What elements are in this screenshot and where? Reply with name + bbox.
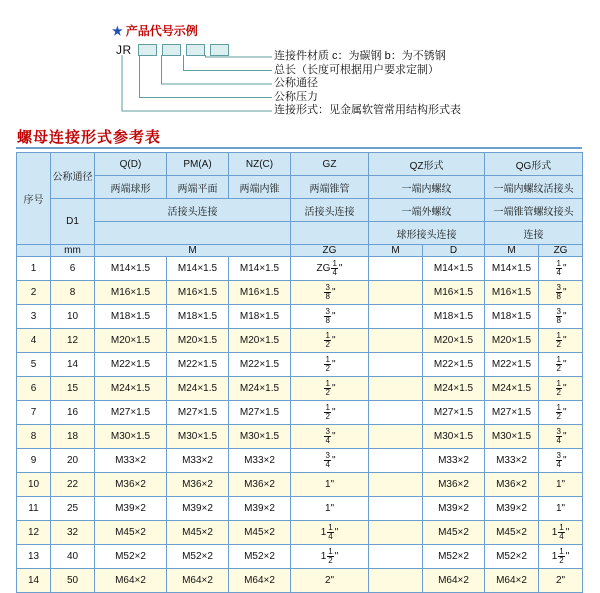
cell-dn: 32: [51, 521, 95, 545]
cell-gz-zg: 1": [291, 497, 369, 521]
table-row: [17, 569, 583, 593]
cell-seq: 14: [17, 569, 51, 593]
header-sub-qg: 一端内螺纹活接头: [485, 176, 583, 199]
cell-nzc-m: M36×2: [229, 473, 291, 497]
cell-qg-m: M39×2: [485, 497, 539, 521]
legend-item-connection-type: 连接形式：见金属软管常用结构形式表: [274, 104, 461, 116]
cell-qg-zg: $\frac{3}{8}$ ": [539, 305, 583, 329]
cell-pma-m: M39×2: [167, 497, 229, 521]
cell-nzc-m: M52×2: [229, 545, 291, 569]
cell-qd-m: M45×2: [95, 521, 167, 545]
cell-qd-m: M24×1.5: [95, 377, 167, 401]
table-row: [17, 425, 583, 449]
table-header: [17, 153, 583, 257]
cell-qz-m: [369, 329, 423, 353]
cell-qz-m: [369, 425, 423, 449]
header-seq: 序号: [17, 153, 51, 245]
header-unit-qz-d: D: [423, 245, 485, 257]
cell-qg-m: M16×1.5: [485, 281, 539, 305]
cell-qz-d: M16×1.5: [423, 281, 485, 305]
table-row: [17, 353, 583, 377]
cell-qg-m: M36×2: [485, 473, 539, 497]
cell-nzc-m: M33×2: [229, 449, 291, 473]
cell-seq: 10: [17, 473, 51, 497]
table-row: [17, 281, 583, 305]
cell-seq: 3: [17, 305, 51, 329]
header-unit-zg: ZG: [291, 245, 369, 257]
cell-qz-d: M64×2: [423, 569, 485, 593]
cell-qz-m: [369, 473, 423, 497]
header-unit-mm: mm: [51, 245, 95, 257]
cell-seq: 7: [17, 401, 51, 425]
cell-pma-m: M52×2: [167, 545, 229, 569]
header-sub-gz: 两端锥管: [291, 176, 369, 199]
header-group-pma: PM(A): [167, 153, 229, 176]
cell-nzc-m: M39×2: [229, 497, 291, 521]
nut-connection-table: [16, 152, 583, 593]
cell-qd-m: M33×2: [95, 449, 167, 473]
cell-gz-zg: $\frac{1}{2}$ ": [291, 353, 369, 377]
cell-dn: 12: [51, 329, 95, 353]
cell-qz-d: M52×2: [423, 545, 485, 569]
cell-nzc-m: M20×1.5: [229, 329, 291, 353]
cell-qz-d: M20×1.5: [423, 329, 485, 353]
cell-qg-m: M24×1.5: [485, 377, 539, 401]
table-row: [17, 545, 583, 569]
cell-dn: 16: [51, 401, 95, 425]
cell-qz-d: M24×1.5: [423, 377, 485, 401]
cell-qg-m: M52×2: [485, 545, 539, 569]
table-row: [17, 377, 583, 401]
legend-item-material: 连接件材质 c：为碳钢 b：为不锈钢: [274, 50, 446, 62]
cell-qz-m: [369, 545, 423, 569]
header-unit-qz-m: M: [369, 245, 423, 257]
table-row: [17, 401, 583, 425]
header-group-gz: GZ: [291, 153, 369, 176]
header-connection: 连接: [485, 222, 583, 245]
cell-qd-m: M52×2: [95, 545, 167, 569]
star-icon: ★: [112, 24, 123, 38]
header-sub-pma: 两端平面: [167, 176, 229, 199]
cell-qg-zg: $\frac{3}{8}$ ": [539, 281, 583, 305]
cell-qg-zg: 1 $\frac{1}{2}$ ": [539, 545, 583, 569]
cell-seq: 12: [17, 521, 51, 545]
cell-pma-m: M14×1.5: [167, 257, 229, 281]
cell-qg-zg: $\frac{3}{4}$ ": [539, 425, 583, 449]
cell-gz-zg: $\frac{3}{8}$ ": [291, 305, 369, 329]
header-ball-joint: 球形接头连接: [369, 222, 485, 245]
header-sub-nzc: 两端内锥: [229, 176, 291, 199]
cell-dn: 50: [51, 569, 95, 593]
cell-qg-m: M45×2: [485, 521, 539, 545]
header-blank-gz: [291, 222, 369, 245]
cell-qz-d: M27×1.5: [423, 401, 485, 425]
cell-gz-zg: ZG $\frac{1}{4}$ ": [291, 257, 369, 281]
table-body: [17, 257, 583, 593]
legend-item-list: [274, 50, 461, 118]
cell-qz-m: [369, 305, 423, 329]
cell-dn: 6: [51, 257, 95, 281]
cell-nzc-m: M30×1.5: [229, 425, 291, 449]
table-row: [17, 329, 583, 353]
cell-qg-zg: 1": [539, 497, 583, 521]
cell-qz-d: M22×1.5: [423, 353, 485, 377]
cell-seq: 13: [17, 545, 51, 569]
cell-pma-m: M16×1.5: [167, 281, 229, 305]
cell-nzc-m: M27×1.5: [229, 401, 291, 425]
legend-title: ★ 产品代号示例: [112, 24, 198, 38]
cell-pma-m: M36×2: [167, 473, 229, 497]
cell-seq: 1: [17, 257, 51, 281]
cell-qz-d: M45×2: [423, 521, 485, 545]
cell-dn: 18: [51, 425, 95, 449]
cell-qz-m: [369, 521, 423, 545]
cell-qg-zg: 1 $\frac{1}{4}$ ": [539, 521, 583, 545]
cell-pma-m: M22×1.5: [167, 353, 229, 377]
cell-qd-m: M39×2: [95, 497, 167, 521]
header-unit-m: M: [95, 245, 291, 257]
cell-seq: 5: [17, 353, 51, 377]
cell-nzc-m: M45×2: [229, 521, 291, 545]
cell-dn: 10: [51, 305, 95, 329]
cell-seq: 9: [17, 449, 51, 473]
cell-pma-m: M20×1.5: [167, 329, 229, 353]
cell-qg-m: M33×2: [485, 449, 539, 473]
cell-qz-m: [369, 497, 423, 521]
header-sub-qz: 一端内螺纹: [369, 176, 485, 199]
cell-qd-m: M20×1.5: [95, 329, 167, 353]
cell-qg-m: M18×1.5: [485, 305, 539, 329]
header-d1: D1: [51, 199, 95, 245]
header-dn: 公称通径: [51, 153, 95, 199]
cell-qd-m: M16×1.5: [95, 281, 167, 305]
header-sub-qd: 两端球形: [95, 176, 167, 199]
cell-qz-d: M39×2: [423, 497, 485, 521]
header-blank-left: [95, 222, 291, 245]
cell-pma-m: M18×1.5: [167, 305, 229, 329]
cell-dn: 22: [51, 473, 95, 497]
table-row: [17, 449, 583, 473]
header-group-qg: QG形式: [485, 153, 583, 176]
cell-gz-zg: $\frac{3}{4}$ ": [291, 425, 369, 449]
product-code-legend: [0, 0, 600, 122]
cell-qg-m: M14×1.5: [485, 257, 539, 281]
code-prefix: JR: [116, 43, 132, 57]
table-row: [17, 497, 583, 521]
cell-gz-zg: 1 $\frac{1}{2}$ ": [291, 545, 369, 569]
header-unit-seq: [17, 245, 51, 257]
cell-qd-m: M18×1.5: [95, 305, 167, 329]
cell-gz-zg: 1": [291, 473, 369, 497]
legend-item-nominal-pressure: 公称压力: [274, 90, 318, 103]
cell-pma-m: M33×2: [167, 449, 229, 473]
cell-gz-zg: $\frac{3}{4}$ ": [291, 449, 369, 473]
cell-qz-m: [369, 281, 423, 305]
header-group-qd: Q(D): [95, 153, 167, 176]
cell-nzc-m: M64×2: [229, 569, 291, 593]
table-row: [17, 473, 583, 497]
cell-qz-m: [369, 569, 423, 593]
cell-dn: 20: [51, 449, 95, 473]
cell-seq: 8: [17, 425, 51, 449]
cell-qg-zg: $\frac{1}{4}$ ": [539, 257, 583, 281]
table-row: [17, 257, 583, 281]
cell-qz-d: M14×1.5: [423, 257, 485, 281]
header-internal-thread: 一端外螺纹: [369, 199, 485, 222]
cell-qz-m: [369, 449, 423, 473]
cell-pma-m: M24×1.5: [167, 377, 229, 401]
cell-dn: 8: [51, 281, 95, 305]
header-taper-pipe-thread: 一端锥管螺纹接头: [485, 199, 583, 222]
cell-qd-m: M64×2: [95, 569, 167, 593]
header-union-connection-gz: 活接头连接: [291, 199, 369, 222]
legend-item-length: 总长（长度可根据用户要求定制）: [274, 63, 439, 76]
cell-qg-m: M22×1.5: [485, 353, 539, 377]
cell-qg-zg: $\frac{3}{4}$ ": [539, 449, 583, 473]
cell-nzc-m: M24×1.5: [229, 377, 291, 401]
cell-dn: 25: [51, 497, 95, 521]
cell-seq: 6: [17, 377, 51, 401]
cell-nzc-m: M14×1.5: [229, 257, 291, 281]
cell-qg-m: M20×1.5: [485, 329, 539, 353]
cell-qg-zg: $\frac{1}{2}$ ": [539, 401, 583, 425]
cell-dn: 15: [51, 377, 95, 401]
cell-gz-zg: $\frac{1}{2}$ ": [291, 401, 369, 425]
cell-qd-m: M27×1.5: [95, 401, 167, 425]
cell-qz-m: [369, 353, 423, 377]
cell-gz-zg: 1 $\frac{1}{4}$ ": [291, 521, 369, 545]
cell-qz-d: M18×1.5: [423, 305, 485, 329]
cell-gz-zg: 2": [291, 569, 369, 593]
table-row: [17, 521, 583, 545]
cell-seq: 4: [17, 329, 51, 353]
cell-gz-zg: $\frac{1}{2}$ ": [291, 377, 369, 401]
cell-qg-zg: $\frac{1}{2}$ ": [539, 329, 583, 353]
cell-qg-m: M27×1.5: [485, 401, 539, 425]
cell-qg-zg: $\frac{1}{2}$ ": [539, 353, 583, 377]
cell-qd-m: M36×2: [95, 473, 167, 497]
legend-item-nominal-diameter: 公称通径: [274, 77, 318, 89]
cell-nzc-m: M16×1.5: [229, 281, 291, 305]
cell-qd-m: M14×1.5: [95, 257, 167, 281]
header-group-qz: QZ形式: [369, 153, 485, 176]
cell-qz-m: [369, 257, 423, 281]
cell-dn: 40: [51, 545, 95, 569]
cell-pma-m: M30×1.5: [167, 425, 229, 449]
cell-qg-m: M64×2: [485, 569, 539, 593]
cell-qz-m: [369, 401, 423, 425]
cell-qg-zg: $\frac{1}{2}$ ": [539, 377, 583, 401]
table-row: [17, 305, 583, 329]
cell-pma-m: M27×1.5: [167, 401, 229, 425]
cell-qz-d: M33×2: [423, 449, 485, 473]
cell-qg-m: M30×1.5: [485, 425, 539, 449]
header-unit-qg-m: M: [485, 245, 539, 257]
cell-seq: 2: [17, 281, 51, 305]
cell-pma-m: M45×2: [167, 521, 229, 545]
header-group-nzc: NZ(C): [229, 153, 291, 176]
page-title: 螺母连接形式参考表: [17, 129, 162, 146]
header-unit-qg-zg: ZG: [539, 245, 583, 257]
header-union-connection: 活接头连接: [95, 199, 291, 222]
cell-qg-zg: 1": [539, 473, 583, 497]
cell-qz-d: M36×2: [423, 473, 485, 497]
cell-gz-zg: $\frac{3}{8}$ ": [291, 281, 369, 305]
cell-nzc-m: M18×1.5: [229, 305, 291, 329]
cell-qz-m: [369, 377, 423, 401]
cell-qd-m: M22×1.5: [95, 353, 167, 377]
cell-qd-m: M30×1.5: [95, 425, 167, 449]
cell-gz-zg: $\frac{1}{2}$ ": [291, 329, 369, 353]
cell-qz-d: M30×1.5: [423, 425, 485, 449]
cell-seq: 11: [17, 497, 51, 521]
cell-nzc-m: M22×1.5: [229, 353, 291, 377]
cell-dn: 14: [51, 353, 95, 377]
cell-qg-zg: 2": [539, 569, 583, 593]
cell-pma-m: M64×2: [167, 569, 229, 593]
title-divider: [16, 147, 582, 149]
